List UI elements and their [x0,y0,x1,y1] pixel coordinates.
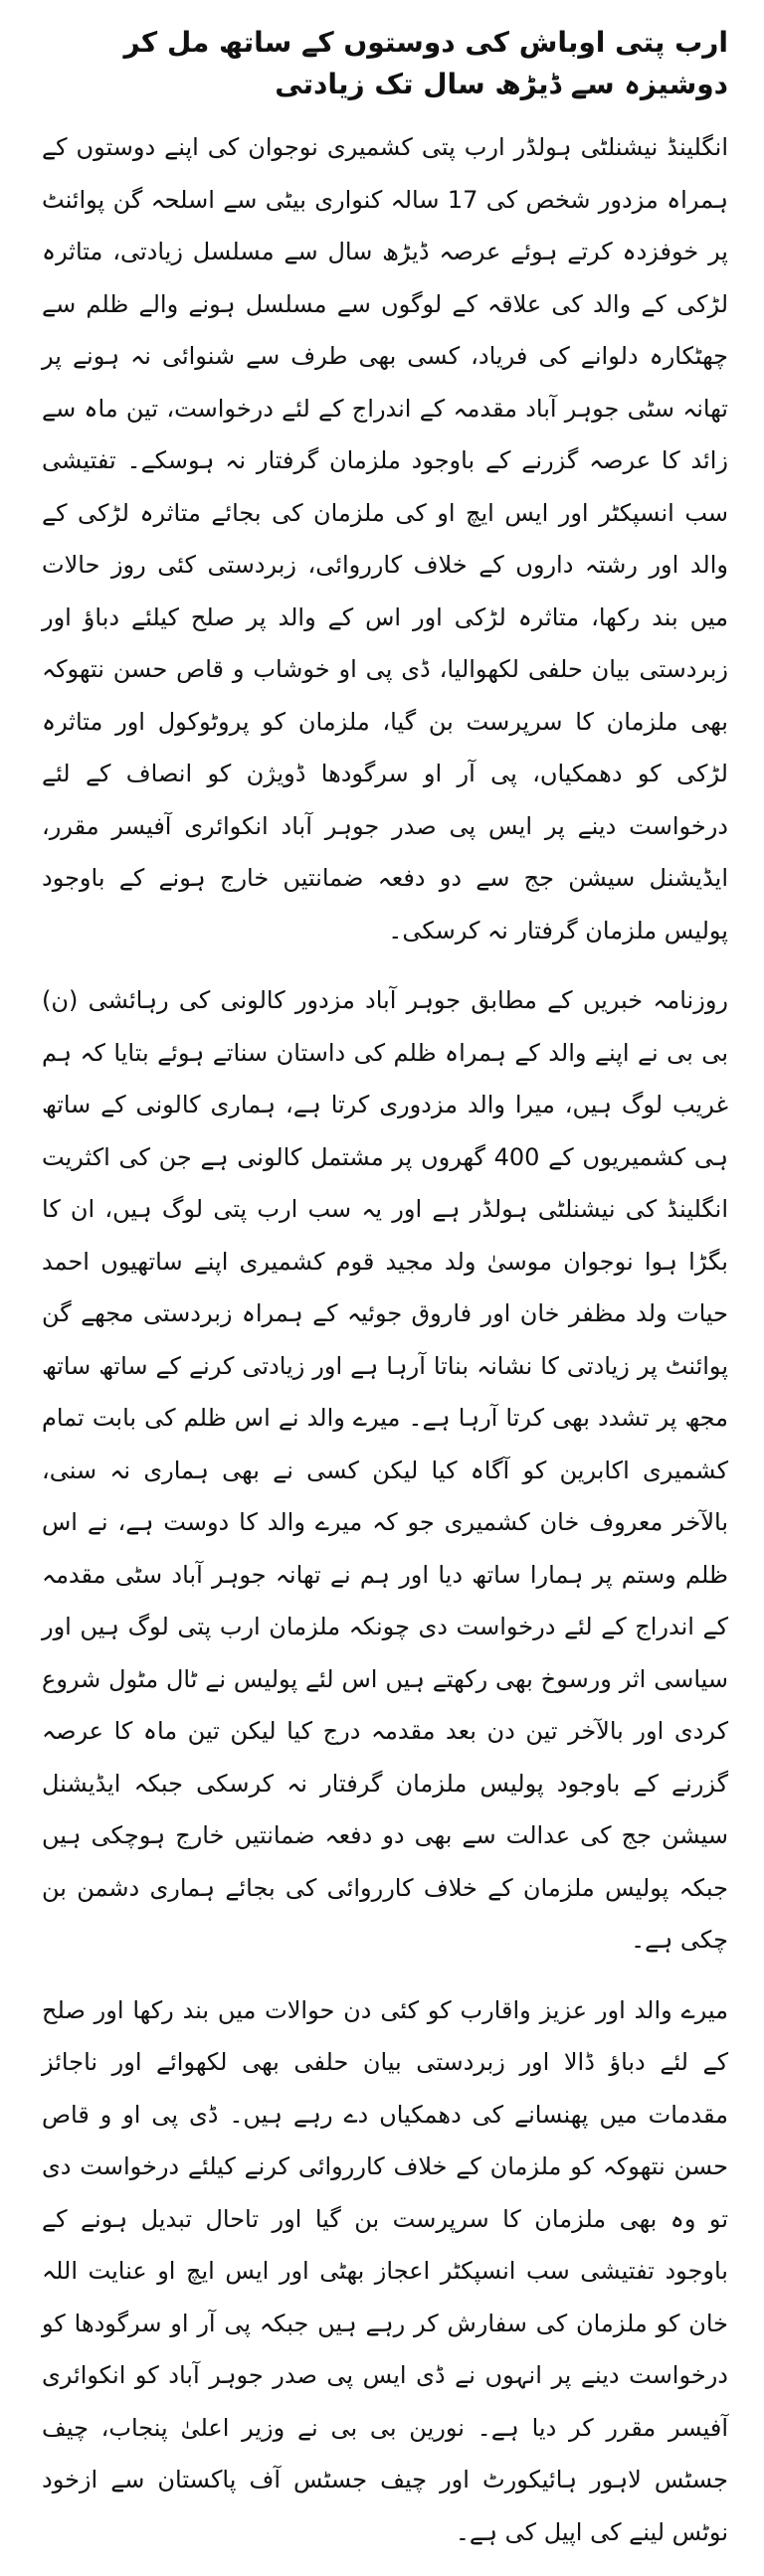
article-paragraph-3: میرے والد اور عزیز واقارب کو کئی دن حوالات میں بند رکھا اور صلح کے لئے دباؤ ڈالا اور زبردستی بیان حلفی بھی لکھوائے اور ناجائز مقدمات میں پھنسانے کی دھمکیاں دے رہے ہیں۔ ڈی پی او و قاص حسن نتھوکہ کو ملزمان کے خلاف کارروائی کرنے کیلئے درخواست دی تو وہ بھی ملزمان کا سرپرست بن گیا اور تاحال تبدیل ہونے کے باوجود تفتیشی سب انسپکٹر اعجاز بھٹی اور ایس ایچ او عنایت اللہ خان کو ملزمان کی سفارش کر رہے ہیں جبکہ پی آر او سرگودھا کو درخواست دینے پر انہوں نے ڈی ایس پی صدر جوہر آباد کو انکوائری آفیسر مقرر کر دیا ہے۔ نورین بی بی نے وزیر اعلیٰ پنجاب، چیف جسٹس لاہور ہائیکورٹ اور چیف جسٹس آف پاکستان سے ازخود نوٹس لینے کی اپیل کی ہے۔ [42,1995,728,2546]
article-headline: ارب پتی اوباش کی دوستوں کے ساتھ مل کر دوشیزہ سے ڈیڑھ سال تک زیادتی [123,26,728,100]
article-paragraph-1: انگلینڈ نیشنلٹی ہولڈر ارب پتی کشمیری نوجوان کی اپنے دوستوں کے ہمراہ مزدور شخص کی 17 سالہ کنواری بیٹی سے اسلحہ گن پوائنٹ پر خوفزدہ کرتے ہوئے عرصہ ڈیڑھ سال سے مسلسل زیادتی، متاثرہ لڑکی کے والد کی علاقہ کے لوگوں سے مسلسل ہونے والے ظلم سے چھٹکارہ دلوانے کی فریاد، کسی بھی طرف سے شنوائی نہ ہونے پر تھانہ سٹی جوہر آباد مقدمہ کے اندراج کے لئے درخواست، تین ماہ سے زائد کا عرصہ گزرنے کے باوجود ملزمان گرفتار نہ ہوسکے۔ تفتیشی سب انسپکٹر اور ایس ایچ او کی ملزمان کی بجائے متاثرہ لڑکی کے والد اور رشتہ داروں کے خلاف کارروائی، زبردستی کئی روز حالات میں بند رکھا، متاثرہ لڑکی اور اس کے والد پر صلح کیلئے دباؤ اور زبردستی بیان حلفی لکھوالیا، ڈی پی او خوشاب و قاص حسن نتھوکہ بھی ملزمان کا سرپرست بن گیا، ملزمان کو پروٹوکول اور متاثرہ لڑکی کو دھمکیاں، پی آر او سرگودھا ڈویژن کو انصاف کے لئے درخواست دینے پر ایس پی صدر جوہر آباد انکوائری آفیسر مقرر، ایڈیشنل سیشن جج سے دو دفعہ ضمانتیں خارج ہونے کے باوجود پولیس ملزمان گرفتار نہ کرسکی۔ [42,133,729,945]
article-paragraph-2: روزنامہ خبریں کے مطابق جوہر آباد مزدور کالونی کی رہائشی (ن) بی بی نے اپنے والد کے ہمراہ ظلم کی داستان سناتے ہوئے بتایا کہ ہم غریب لوگ ہیں، میرا والد مزدوری کرتا ہے، ہماری کالونی کے ساتھ ہی کشمیریوں کے 400 گھروں پر مشتمل کالونی ہے جن کی اکثریت انگلینڈ کی نیشنلٹی ہولڈر ہے اور یہ سب ارب پتی لوگ ہیں، ان کا بگڑا ہوا نوجوان موسیٰ ولد مجید قوم کشمیری اپنے ساتھیوں احمد حیات ولد مظفر خان اور فاروق جوئیہ کے ہمراہ زبردستی مجھے گن پوائنٹ پر زیادتی کا نشانہ بناتا آرہا ہے اور زیادتی کرنے کے ساتھ ساتھ مجھ پر تشدد بھی کرتا آرہا ہے۔ میرے والد نے اس ظلم کی بابت تمام کشمیری اکابرین کو آگاہ کیا لیکن کسی نے بھی ہماری نہ سنی، بالآخر معروف خان کشمیری جو کہ میرے والد کا دوست ہے، نے اس ظلم وستم پر ہمارا ساتھ دیا اور ہم نے تھانہ جوہر آباد سٹی مقدمہ کے اندراج کے لئے درخواست دی چونکہ ملزمان ارب پتی لوگ ہیں اور سیاسی اثر ورسوخ بھی رکھتے ہیں اس لئے پولیس نے ٹال مٹول شروع کردی اور بالآخر تین دن بعد مقدمہ درج کیا لیکن تین ماہ کا عرصہ گزرنے کے باوجود پولیس ملزمان گرفتار نہ کرسکی جبکہ ایڈیشنل سیشن جج کی عدالت سے بھی دو دفعہ ضمانتیں خارج ہوچکی ہیں جبکہ پولیس ملزمان کے خلاف کارروائی کی بجائے ہماری دشمن بن چکی ہے۔ [42,986,729,1954]
news-article [42,22,728,2576]
